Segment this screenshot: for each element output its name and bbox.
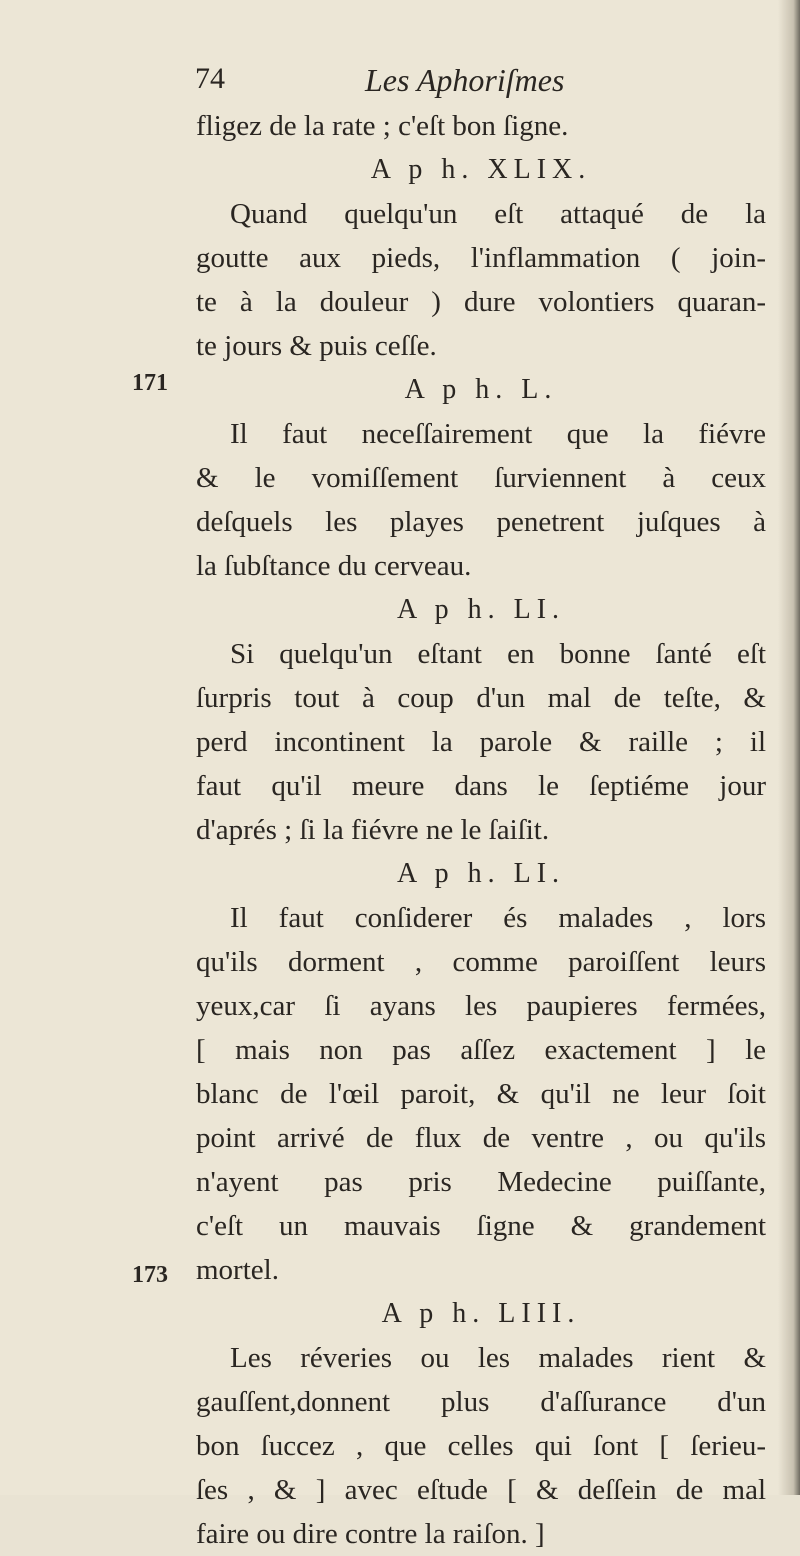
text-line: te à la douleur ) dure volontiers quaran- — [196, 286, 766, 318]
text-line: & le vomiſſement ſurviennent à ceux — [196, 462, 766, 494]
text-line: blanc de l'œil paroit, & qu'il ne leur ſoit — [196, 1078, 766, 1110]
text-line: gauſſent,donnent plus d'aſſurance d'un — [196, 1386, 766, 1418]
text-line: ſurpris tout à coup d'un mal de teſte, & — [196, 682, 766, 714]
text-line: bon ſuccez , que celles qui ſont [ ſerieu- — [196, 1430, 766, 1462]
running-title: Les Aphoriſmes — [365, 62, 565, 98]
aphorism-heading: A p h. LIII. — [381, 1298, 581, 1329]
page-number: 74 — [195, 62, 225, 95]
text-line: perd incontinent la parole & raille ; il — [196, 726, 766, 758]
text-line: goutte aux pieds, l'inflammation ( join- — [196, 242, 766, 274]
text-line: faut qu'il meure dans le ſeptiéme jour — [196, 770, 766, 802]
page-header — [195, 62, 625, 106]
text-line: faire ou dire contre la raiſon. ] — [196, 1518, 545, 1550]
text-line: deſquels les playes penetrent juſques à — [196, 506, 766, 538]
text-line: n'ayent pas pris Medecine puiſſante, — [196, 1166, 766, 1198]
text-line: fligez de la rate ; c'eſt bon ſigne. — [196, 110, 569, 142]
aphorism-heading: A p h. LI. — [396, 594, 566, 625]
text-line: Les réveries ou les malades rient & — [230, 1342, 766, 1374]
text-line: ſes , & ] avec eſtude [ & deſſein de mal — [196, 1474, 766, 1506]
text-line: Il faut neceſſairement que la fiévre — [230, 418, 766, 450]
aphorism-heading: A p h. XLIX. — [370, 154, 592, 185]
aphorism-heading: A p h. LI. — [396, 858, 566, 889]
text-line: te jours & puis ceſſe. — [196, 330, 437, 362]
aphorism-heading: A p h. L. — [404, 374, 558, 405]
page-text — [196, 104, 766, 1556]
text-line: [ mais non pas aſſez exactement ] le — [196, 1034, 766, 1066]
text-line: d'aprés ; ſi la fiévre ne le ſaiſit. — [196, 814, 550, 846]
text-line: Quand quelqu'un eſt attaqué de la — [230, 198, 766, 230]
text-line: c'eſt un mauvais ſigne & grandement — [196, 1210, 766, 1242]
text-line: la ſubſtance du cerveau. — [196, 550, 472, 582]
text-line: Il faut conſiderer és malades , lors — [230, 902, 766, 934]
text-line: point arrivé de flux de ventre , ou qu'ils — [196, 1122, 766, 1154]
text-line: mortel. — [196, 1254, 279, 1286]
text-line: yeux,car ſi ayans les paupieres fermées, — [196, 990, 766, 1022]
margin-number: 173 — [132, 1262, 168, 1288]
margin-number: 171 — [132, 370, 168, 396]
text-line: Si quelqu'un eſtant en bonne ſanté eſt — [230, 638, 766, 670]
text-line: qu'ils dorment , comme paroiſſent leurs — [196, 946, 766, 978]
